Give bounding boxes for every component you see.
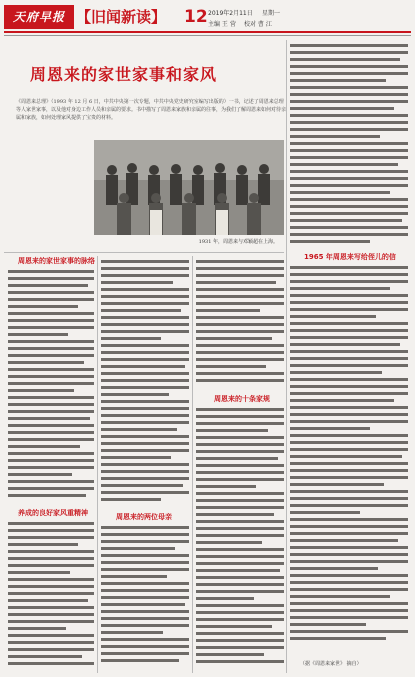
subhead-6: 1965 年周恩来写给侄儿的信 (304, 253, 396, 261)
column-3-body-2 (196, 406, 284, 670)
masthead-rule-thin (4, 35, 411, 36)
masthead (4, 5, 411, 31)
subhead-2: 养成的良好家风重精神 (18, 509, 88, 517)
text-lines (196, 258, 284, 390)
column-3-body (196, 258, 284, 390)
column-divider-1 (97, 256, 98, 673)
editor-credit: 主编 王 营 (208, 21, 236, 28)
article-signoff: （据《周恩来家世》 摘自） (300, 661, 362, 667)
text-lines (101, 258, 189, 508)
column-2-body (101, 258, 189, 508)
text-lines (290, 264, 408, 648)
page-number: 12 (184, 7, 208, 27)
text-lines (290, 42, 408, 247)
section-title: 【旧闻新读】 (76, 8, 167, 26)
masthead-rule (4, 31, 411, 33)
group-photo-image (94, 140, 284, 235)
photo-caption: 1931 年，周恩来与邓颖超在上海。 (198, 239, 278, 245)
subhead-4: 周恩来的两位母亲 (116, 513, 172, 521)
subhead-1: 周恩来的家世家事的脉络 (18, 257, 95, 265)
column-divider-2 (192, 256, 193, 673)
column-1-body-2 (8, 520, 94, 670)
page-headline: 周恩来的家世家事和家风 (30, 65, 218, 84)
column-2-body-2 (101, 524, 189, 670)
right-column-top (290, 42, 408, 247)
text-lines (101, 524, 189, 670)
right-column-bottom (290, 264, 408, 648)
section-rule (4, 252, 284, 253)
column-divider-right (286, 40, 287, 673)
issue-weekday: 星期一 (262, 10, 281, 17)
article-lead: 《周恩来总理》（1993 年 12 月 6 日，中共中央第一次专题，中共中央党史研究室编写出版的）一书，记述了周恩来总理等人家世家事，以及他对身边工作人员和亲属的要求。书中描写了周恩来家族和亲属的往事，为我们了解周恩来如何对待亲属和家族，如何处理家风提供了宝贵的材料。 (16, 99, 287, 121)
proof-credit: 校对 曹 江 (244, 21, 272, 28)
paper-logo: 天府早报 (4, 5, 74, 29)
subhead-5: 周恩来的十条家规 (214, 395, 270, 403)
text-lines (196, 406, 284, 670)
text-lines (8, 268, 94, 502)
text-lines (8, 520, 94, 670)
column-1-body (8, 268, 94, 502)
historical-photo (94, 140, 284, 235)
issue-date: 2019年2月11日 (208, 10, 253, 17)
